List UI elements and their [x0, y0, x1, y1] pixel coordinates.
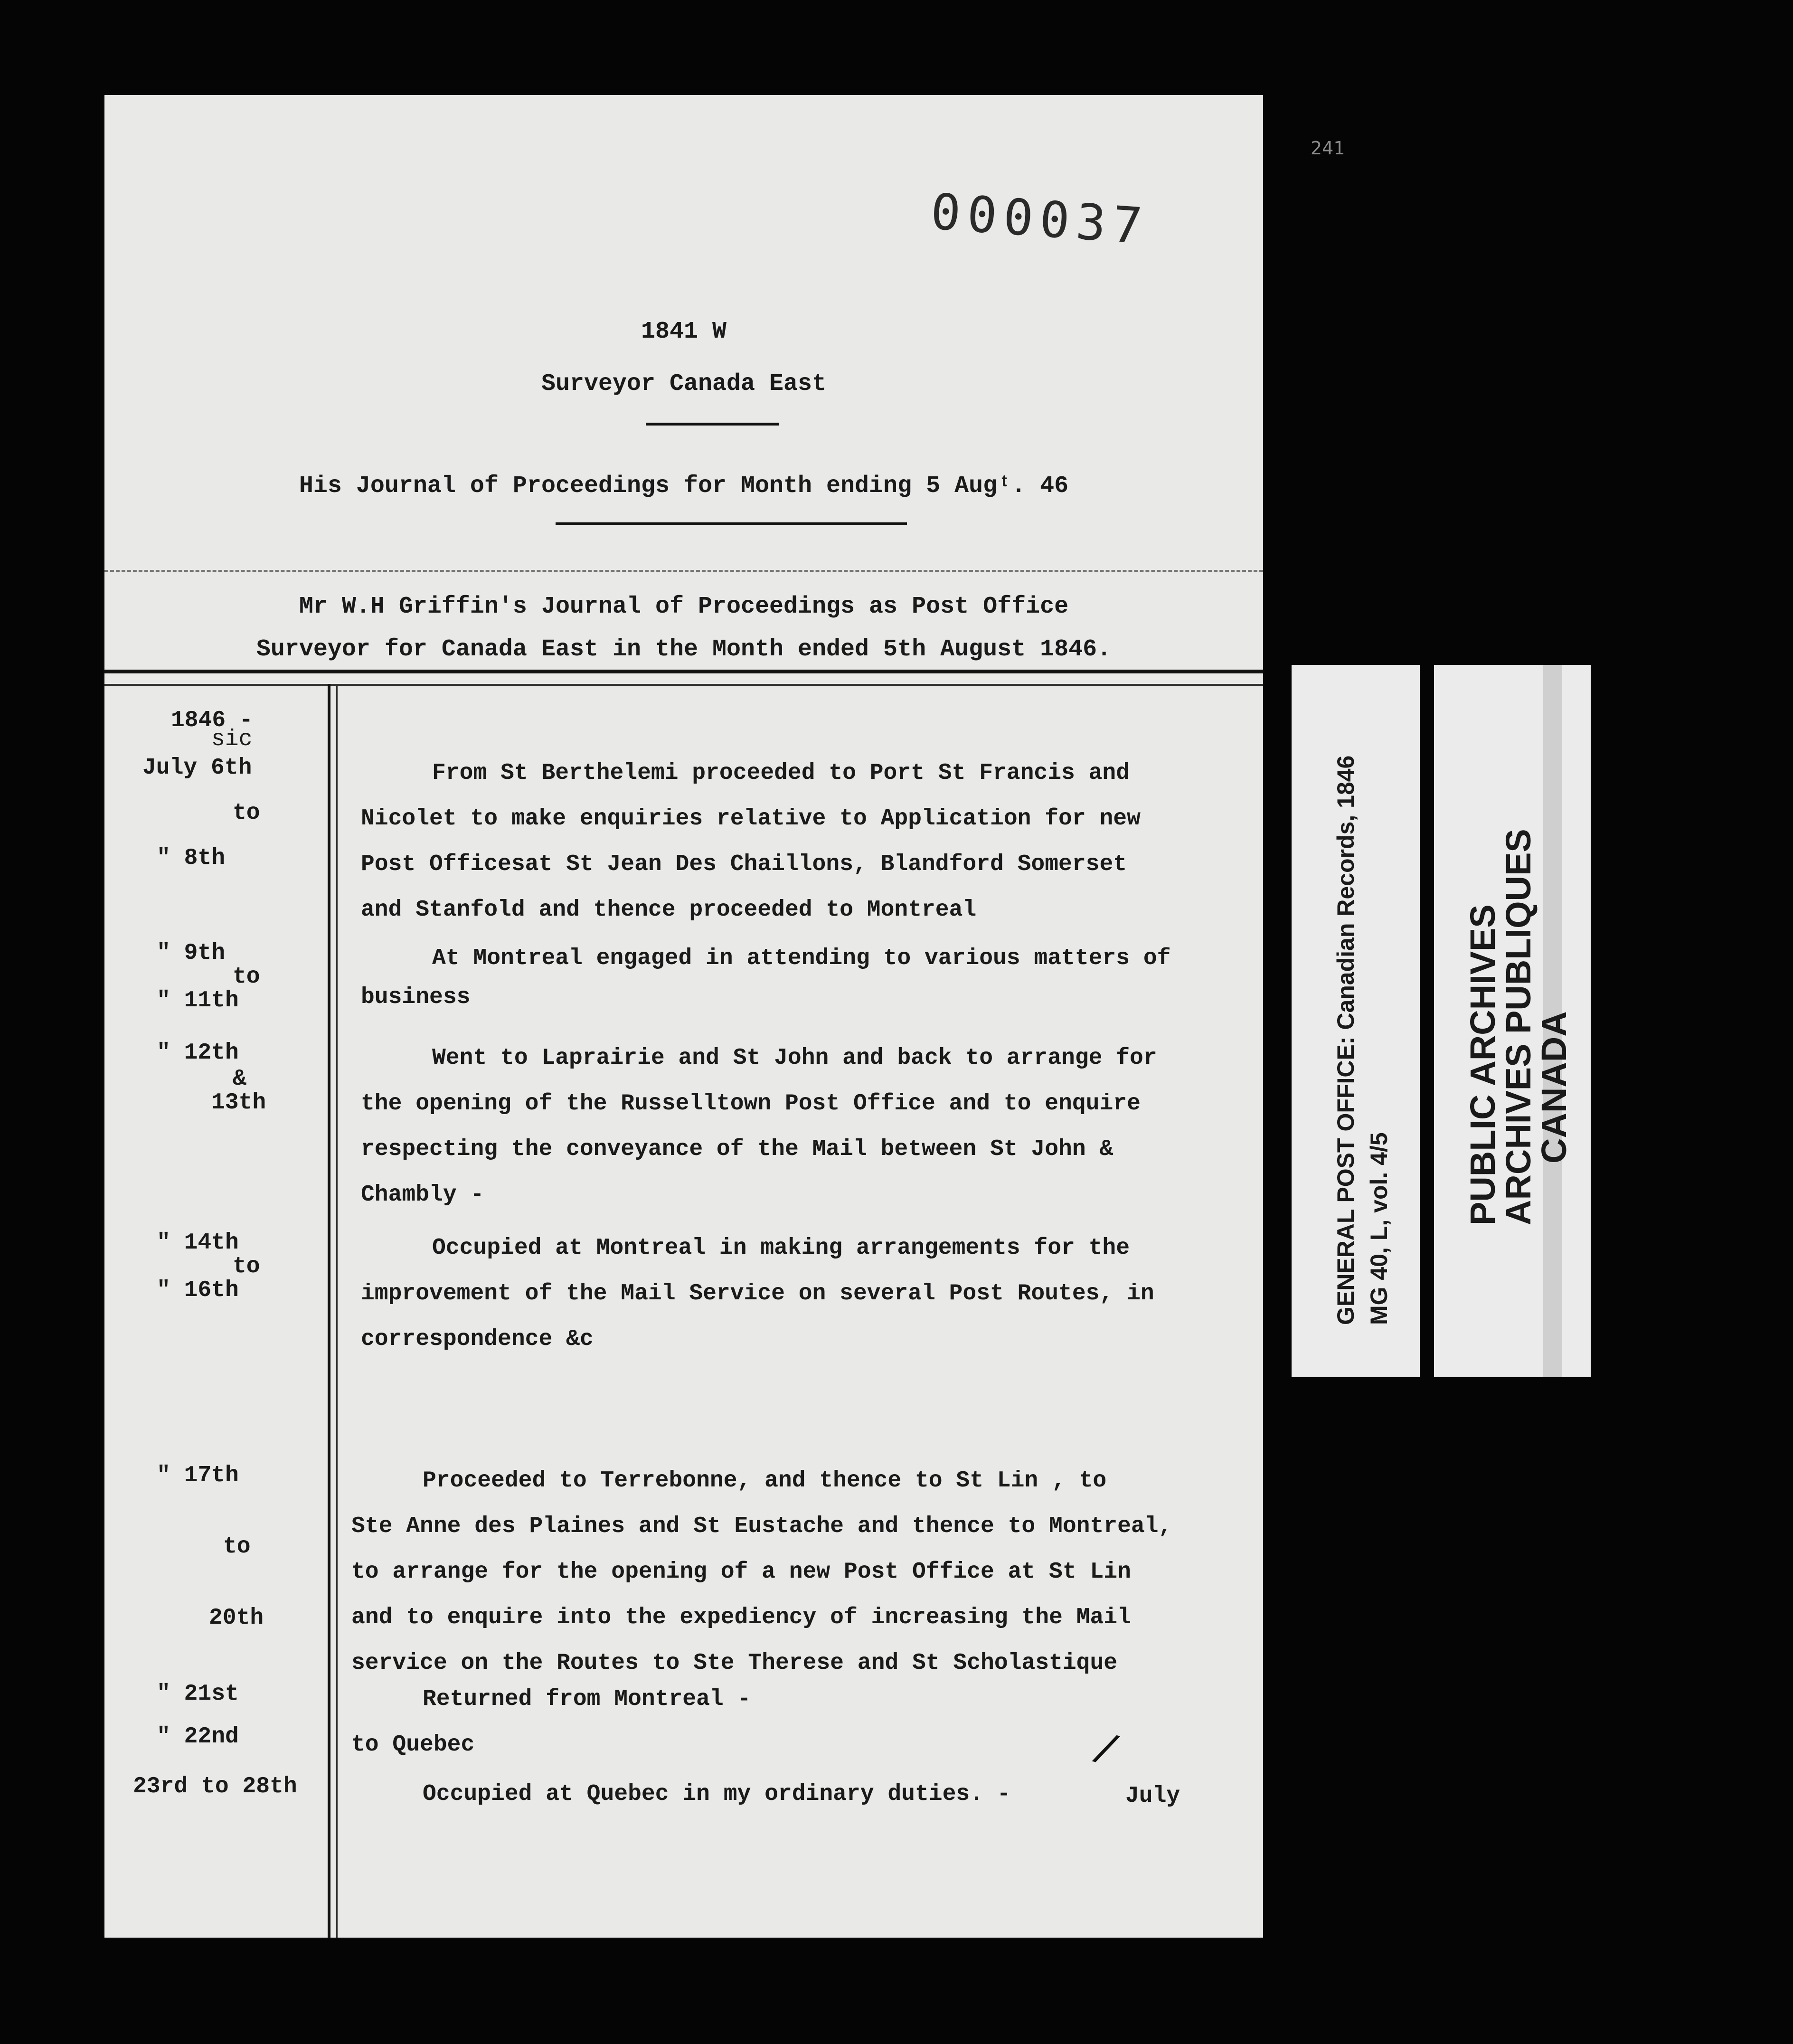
table-top-rule	[104, 670, 1263, 673]
entry-line: improvement of the Mail Service on several Post Routes, in	[361, 1281, 1154, 1306]
date-cell: to	[223, 1534, 251, 1560]
heading-underline	[556, 522, 907, 525]
entry-line: Post Officesat St Jean Des Chaillons, Blandford Somerset	[361, 852, 1127, 877]
dashed-divider	[104, 570, 1263, 572]
stamp-number: 000037	[929, 182, 1151, 256]
journal-entry	[361, 1035, 1244, 1218]
entry-line: Chambly -	[361, 1182, 484, 1208]
journal-entry	[351, 1771, 1235, 1817]
archive-label-line-1: GENERAL POST OFFICE: Canadian Records, 1846	[1332, 755, 1359, 1325]
date-year: 1846 -	[171, 708, 253, 733]
date-cell: to	[233, 1254, 260, 1279]
date-cell: " 9th	[157, 940, 226, 966]
date-cell: 13th	[211, 1090, 266, 1116]
table-top-rule-thin	[104, 684, 1263, 686]
entry-line: business	[361, 984, 471, 1010]
journal-heading: His Journal of Proceedings for Month ending 5 Augᵗ. 46	[299, 473, 1069, 500]
date-cell: 23rd to 28th	[133, 1774, 297, 1799]
journal-entry	[351, 1458, 1235, 1686]
date-cell: to	[233, 800, 260, 826]
archive-label-line-2: MG 40, L, vol. 4/5	[1366, 1132, 1392, 1325]
entry-line: From St Berthelemi proceeded to Port St Francis and	[432, 760, 1130, 786]
entry-line: and to enquire into the expediency of increasing the Mail	[351, 1605, 1131, 1630]
date-column-rule	[328, 684, 330, 1938]
journal-entry	[361, 936, 1244, 1020]
entry-line: At Montreal engaged in attending to various matters of	[432, 946, 1171, 971]
date-column-rule-thin	[336, 684, 338, 1938]
check-mark: /	[1086, 1726, 1124, 1780]
entry-line: Returned from Montreal -	[423, 1686, 751, 1712]
date-cell: " 22nd	[157, 1724, 239, 1750]
journal-entry	[361, 750, 1244, 933]
date-cell: " 17th	[157, 1463, 239, 1488]
entry-line: correspondence &c	[361, 1326, 594, 1352]
entry-line: and Stanfold and thence proceeded to Montreal	[361, 897, 977, 923]
catchword: July	[1125, 1783, 1180, 1809]
entry-line: Proceeded to Terrebonne, and thence to St Lin , to	[423, 1468, 1107, 1494]
entry-line: the opening of the Russelltown Post Office and to enquire	[361, 1091, 1141, 1117]
corner-page-note: 241	[1311, 138, 1345, 159]
intro-line-2: Surveyor for Canada East in the Month ended 5th August 1846.	[256, 636, 1112, 663]
entry-line: service on the Routes to Ste Therese and St Scholastique	[351, 1650, 1118, 1676]
office-title: Surveyor Canada East	[541, 370, 827, 397]
document-page	[104, 95, 1345, 1938]
date-cell: to	[233, 964, 260, 990]
date-cell: " 8th	[157, 845, 226, 871]
archive-stamp-line-2: ARCHIVES PUBLIQUES	[1499, 829, 1538, 1225]
date-cell: July 6th	[142, 755, 252, 781]
date-cell: " 11th	[157, 988, 239, 1013]
entry-line: to arrange for the opening of a new Post Office at St Lin	[351, 1559, 1131, 1585]
date-cell: " 21st	[157, 1681, 239, 1707]
date-sic: sic	[211, 727, 253, 752]
date-cell: " 14th	[157, 1230, 239, 1256]
entry-line: respecting the conveyance of the Mail between St John &	[361, 1136, 1114, 1162]
title-underline	[646, 423, 779, 426]
entry-line: Nicolet to make enquiries relative to Application for new	[361, 806, 1141, 832]
archive-stamp-line-1: PUBLIC ARCHIVES	[1463, 904, 1502, 1225]
entry-line: Occupied at Montreal in making arrangements for the	[432, 1235, 1130, 1261]
archive-stamp-line-3: CANADA	[1534, 1011, 1574, 1164]
entry-line: Occupied at Quebec in my ordinary duties. -	[423, 1781, 1011, 1807]
date-cell: &	[233, 1066, 246, 1092]
date-cell: " 12th	[157, 1040, 239, 1066]
intro-line-1: Mr W.H Griffin's Journal of Proceedings as Post Office	[299, 593, 1069, 620]
date-cell: 20th	[209, 1605, 264, 1631]
entry-line: to Quebec	[351, 1732, 475, 1758]
entry-line: Ste Anne des Plaines and St Eustache and thence to Montreal,	[351, 1514, 1172, 1539]
file-reference: 1841 W	[641, 318, 727, 345]
date-cell: " 16th	[157, 1278, 239, 1303]
journal-entry	[361, 1225, 1244, 1362]
entry-line: Went to Laprairie and St John and back to arrange for	[432, 1045, 1157, 1071]
